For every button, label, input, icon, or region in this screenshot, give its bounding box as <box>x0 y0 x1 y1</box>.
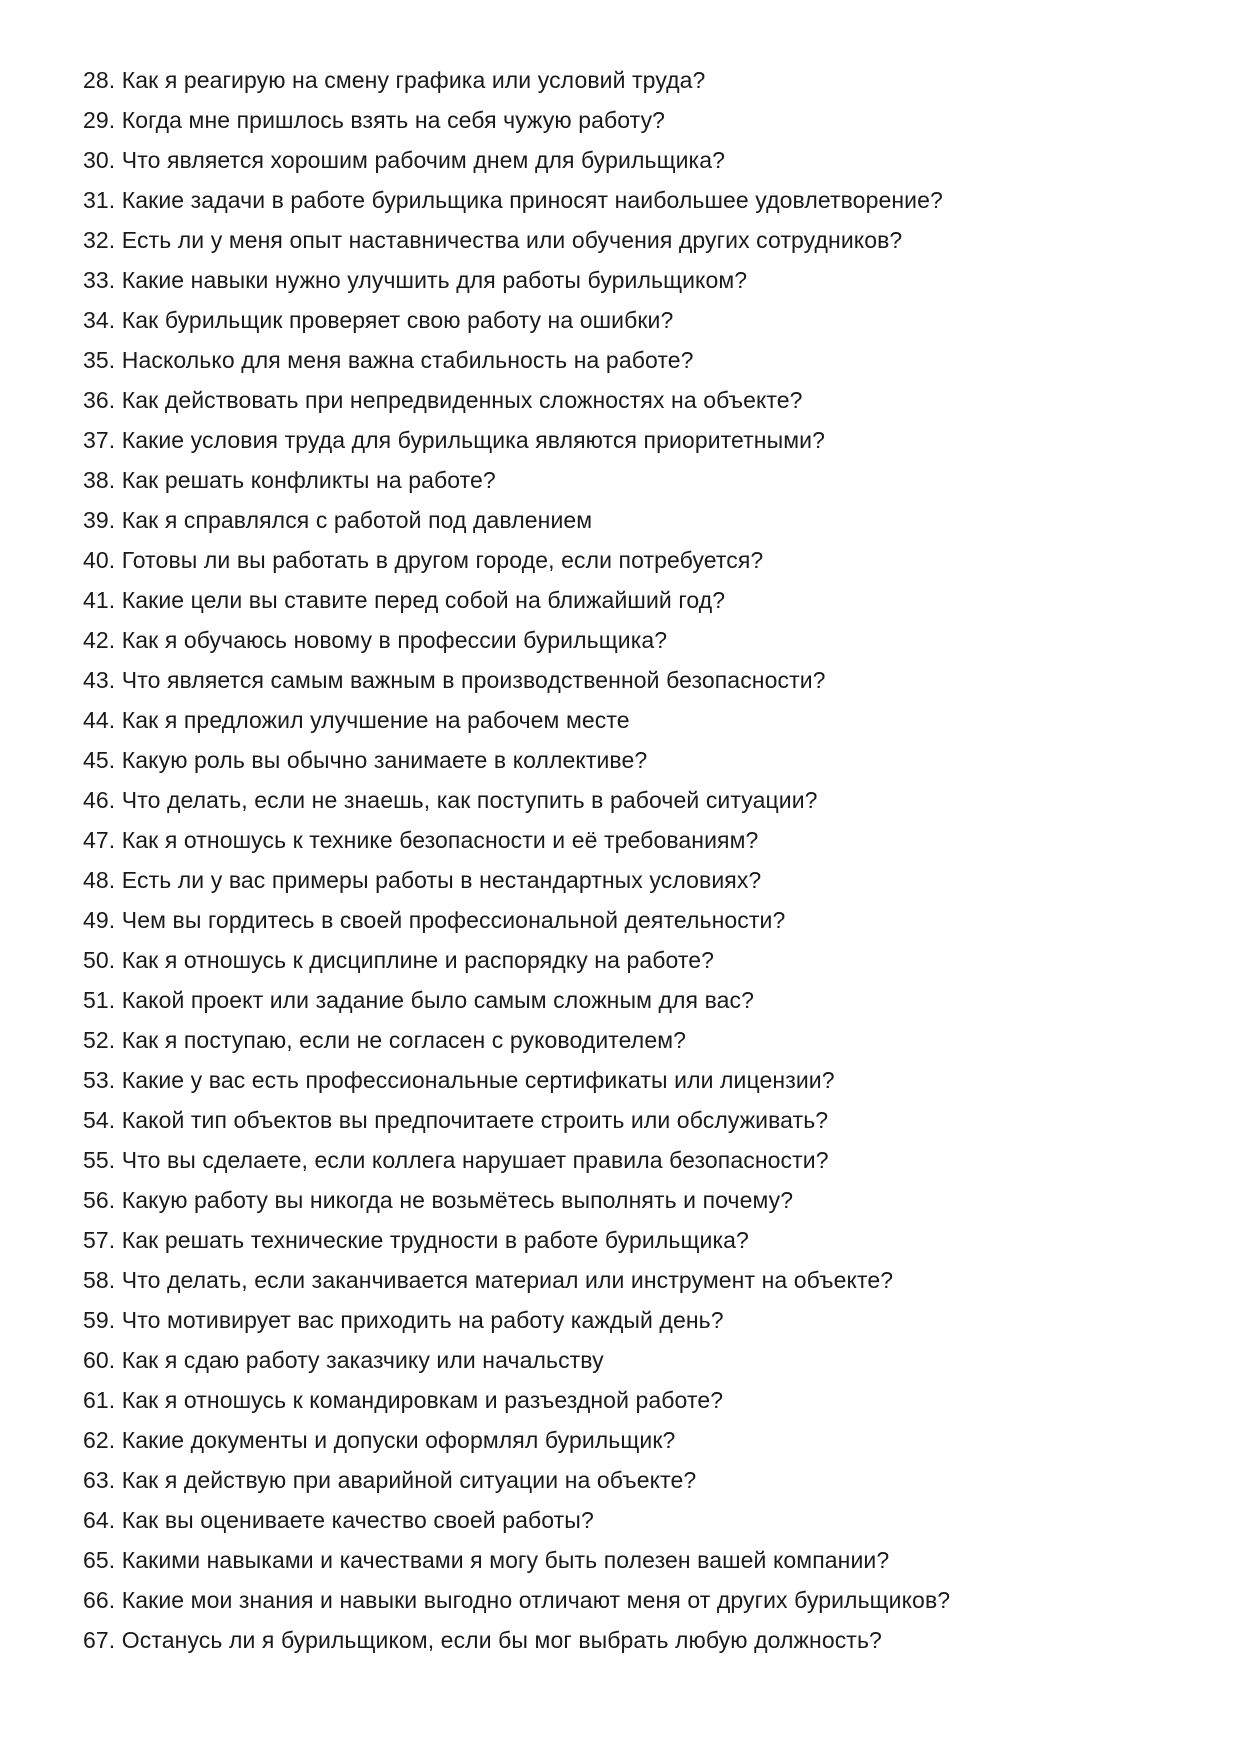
question-number: 54. <box>83 1107 116 1133</box>
question-number: 55. <box>83 1147 116 1173</box>
question-text: Как я действую при аварийной ситуации на объекте? <box>121 1467 697 1493</box>
question-text: Что делать, если не знаешь, как поступить в рабочей ситуации? <box>121 787 818 813</box>
question-item <box>83 1340 1183 1380</box>
question-item <box>83 1620 1183 1660</box>
question-number: 31. <box>83 187 116 213</box>
question-number: 63. <box>83 1467 116 1493</box>
question-number: 59. <box>83 1307 116 1333</box>
question-text: Какой проект или задание было самым сложным для вас? <box>121 987 755 1013</box>
question-number: 60. <box>83 1347 116 1373</box>
question-number: 48. <box>83 867 116 893</box>
question-text: Какие навыки нужно улучшить для работы бурильщиком? <box>121 267 748 293</box>
question-number: 33. <box>83 267 116 293</box>
question-item <box>83 460 1183 500</box>
question-text: Готовы ли вы работать в другом городе, если потребуется? <box>121 547 764 573</box>
question-number: 41. <box>83 587 116 613</box>
question-text: Что делать, если заканчивается материал или инструмент на объекте? <box>121 1267 894 1293</box>
question-item <box>83 1420 1183 1460</box>
question-text: Когда мне пришлось взять на себя чужую работу? <box>121 107 666 133</box>
question-number: 51. <box>83 987 116 1013</box>
question-text: Какие условия труда для бурильщика являются приоритетными? <box>121 427 825 453</box>
question-item <box>83 1580 1183 1620</box>
question-item <box>83 1260 1183 1300</box>
question-text: Как я поступаю, если не согласен с руководителем? <box>121 1027 687 1053</box>
question-item <box>83 380 1183 420</box>
question-item <box>83 340 1183 380</box>
question-number: 66. <box>83 1587 116 1613</box>
question-item <box>83 1100 1183 1140</box>
question-text: Как я реагирую на смену графика или условий труда? <box>121 67 706 93</box>
question-item <box>83 780 1183 820</box>
question-item <box>83 140 1183 180</box>
question-item <box>83 1180 1183 1220</box>
question-number: 56. <box>83 1187 116 1213</box>
question-text: Какие у вас есть профессиональные сертификаты или лицензии? <box>121 1067 835 1093</box>
question-item <box>83 420 1183 460</box>
question-item <box>83 740 1183 780</box>
question-text: Останусь ли я бурильщиком, если бы мог выбрать любую должность? <box>121 1627 882 1653</box>
question-text: Что является самым важным в производственной безопасности? <box>121 667 826 693</box>
question-number: 38. <box>83 467 116 493</box>
question-text: Как решать конфликты на работе? <box>121 467 496 493</box>
question-number: 36. <box>83 387 116 413</box>
question-text: Как действовать при непредвиденных сложностях на объекте? <box>121 387 803 413</box>
question-text: Какие мои знания и навыки выгодно отличают меня от других бурильщиков? <box>121 1587 951 1613</box>
question-item <box>83 620 1183 660</box>
question-text: Какую работу вы никогда не возьмётесь выполнять и почему? <box>121 1187 794 1213</box>
question-text: Как вы оцениваете качество своей работы? <box>121 1507 594 1533</box>
question-number: 37. <box>83 427 116 453</box>
question-number: 58. <box>83 1267 116 1293</box>
question-item <box>83 60 1183 100</box>
question-item <box>83 660 1183 700</box>
question-number: 32. <box>83 227 116 253</box>
question-text: Что мотивирует вас приходить на работу каждый день? <box>121 1307 724 1333</box>
question-text: Как решать технические трудности в работе бурильщика? <box>121 1227 749 1253</box>
question-item <box>83 1020 1183 1060</box>
question-text: Как я справлялся с работой под давлением <box>121 507 593 533</box>
question-item <box>83 1500 1183 1540</box>
question-item <box>83 300 1183 340</box>
question-text: Как я отношусь к командировкам и разъездной работе? <box>121 1387 724 1413</box>
question-text: Какие цели вы ставите перед собой на ближайший год? <box>121 587 726 613</box>
question-item <box>83 1140 1183 1180</box>
question-item <box>83 1060 1183 1100</box>
question-item <box>83 820 1183 860</box>
question-number: 39. <box>83 507 116 533</box>
question-text: Какой тип объектов вы предпочитаете строить или обслуживать? <box>121 1107 829 1133</box>
question-text: Как я отношусь к технике безопасности и её требованиям? <box>121 827 759 853</box>
question-text: Как я предложил улучшение на рабочем месте <box>121 707 630 733</box>
question-number: 42. <box>83 627 116 653</box>
question-text: Насколько для меня важна стабильность на работе? <box>121 347 694 373</box>
question-number: 43. <box>83 667 116 693</box>
question-number: 29. <box>83 107 116 133</box>
question-item <box>83 220 1183 260</box>
question-number: 53. <box>83 1067 116 1093</box>
question-text: Есть ли у вас примеры работы в нестандартных условиях? <box>121 867 762 893</box>
question-item <box>83 500 1183 540</box>
question-item <box>83 1220 1183 1260</box>
question-number: 52. <box>83 1027 116 1053</box>
question-number: 40. <box>83 547 116 573</box>
question-list <box>83 60 1183 1660</box>
question-number: 57. <box>83 1227 116 1253</box>
question-text: Есть ли у меня опыт наставничества или обучения других сотрудников? <box>121 227 903 253</box>
question-item <box>83 1300 1183 1340</box>
question-text: Какие документы и допуски оформлял бурильщик? <box>121 1427 676 1453</box>
question-text: Как бурильщик проверяет свою работу на ошибки? <box>121 307 674 333</box>
question-item <box>83 1380 1183 1420</box>
question-item <box>83 940 1183 980</box>
question-text: Как я отношусь к дисциплине и распорядку на работе? <box>121 947 715 973</box>
question-number: 62. <box>83 1427 116 1453</box>
question-item <box>83 1460 1183 1500</box>
question-text: Чем вы гордитесь в своей профессиональной деятельности? <box>121 907 786 933</box>
question-number: 44. <box>83 707 116 733</box>
question-number: 50. <box>83 947 116 973</box>
question-item <box>83 180 1183 220</box>
question-text: Что вы сделаете, если коллега нарушает правила безопасности? <box>121 1147 829 1173</box>
question-item <box>83 540 1183 580</box>
question-item <box>83 980 1183 1020</box>
question-text: Как я сдаю работу заказчику или начальству <box>121 1347 604 1373</box>
question-number: 61. <box>83 1387 116 1413</box>
question-text: Какую роль вы обычно занимаете в коллективе? <box>121 747 648 773</box>
question-number: 65. <box>83 1547 116 1573</box>
question-item <box>83 900 1183 940</box>
question-text: Какими навыками и качествами я могу быть полезен вашей компании? <box>121 1547 890 1573</box>
question-item <box>83 100 1183 140</box>
question-number: 47. <box>83 827 116 853</box>
question-number: 64. <box>83 1507 116 1533</box>
question-number: 35. <box>83 347 116 373</box>
question-item <box>83 580 1183 620</box>
question-number: 30. <box>83 147 116 173</box>
question-number: 67. <box>83 1627 116 1653</box>
question-text: Как я обучаюсь новому в профессии бурильщика? <box>121 627 668 653</box>
question-text: Какие задачи в работе бурильщика приносят наибольшее удовлетворение? <box>121 187 943 213</box>
question-text: Что является хорошим рабочим днем для бурильщика? <box>121 147 726 173</box>
question-number: 28. <box>83 67 116 93</box>
question-item <box>83 260 1183 300</box>
question-number: 45. <box>83 747 116 773</box>
question-item <box>83 860 1183 900</box>
question-item <box>83 1540 1183 1580</box>
question-number: 49. <box>83 907 116 933</box>
question-number: 34. <box>83 307 116 333</box>
question-item <box>83 700 1183 740</box>
question-number: 46. <box>83 787 116 813</box>
